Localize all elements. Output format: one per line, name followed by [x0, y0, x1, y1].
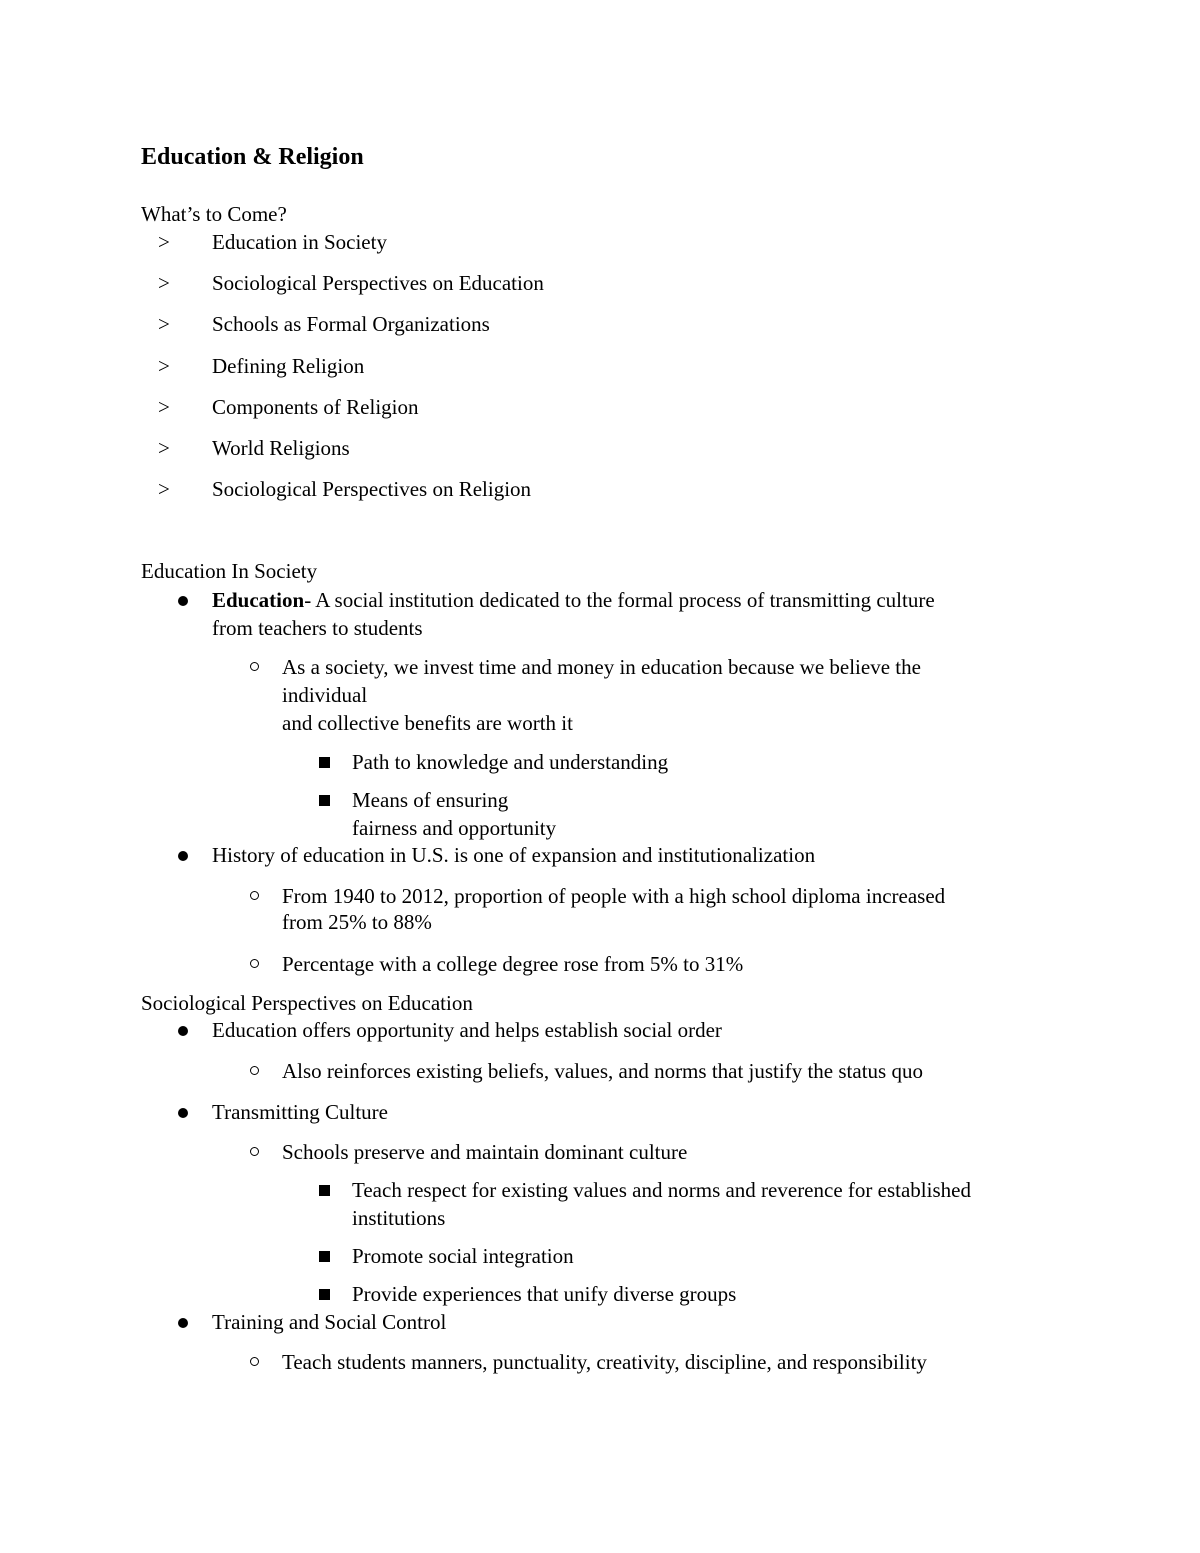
section-heading: Education In Society — [141, 559, 318, 583]
bullet-square-icon — [319, 795, 330, 806]
list-item: Teach students manners, punctuality, creativity, discipline, and responsibility — [282, 1350, 927, 1374]
intro-item: Sociological Perspectives on Education — [212, 271, 544, 295]
bullet-dot-icon — [178, 1318, 188, 1328]
list-item — [212, 587, 935, 613]
arrow-icon: > — [158, 230, 170, 254]
bullet-dot-icon — [178, 596, 188, 606]
intro-item: Defining Religion — [212, 354, 365, 378]
bullet-circle-icon — [250, 1147, 259, 1156]
bullet-square-icon — [319, 1185, 330, 1196]
intro-item: Education in Society — [212, 230, 387, 254]
bullet-dot-icon — [178, 851, 188, 861]
arrow-icon: > — [158, 354, 170, 378]
bullet-dot-icon — [178, 1108, 188, 1118]
bullet-square-icon — [319, 1289, 330, 1300]
list-item: Promote social integration — [352, 1244, 574, 1268]
bullet-square-icon — [319, 757, 330, 768]
arrow-icon: > — [158, 395, 170, 419]
section-heading: Sociological Perspectives on Education — [141, 991, 473, 1015]
list-item: Education offers opportunity and helps establish social order — [212, 1018, 722, 1042]
intro-item: Sociological Perspectives on Religion — [212, 477, 532, 501]
intro-heading: What’s to Come? — [141, 202, 287, 226]
list-item: As a society, we invest time and money in education because we believe the — [282, 655, 921, 679]
term-education: Education — [212, 588, 305, 612]
list-item: Transmitting Culture — [212, 1100, 388, 1124]
intro-item: Schools as Formal Organizations — [212, 312, 490, 336]
list-item: Percentage with a college degree rose from 5% to 31% — [282, 952, 744, 976]
bullet-circle-icon — [250, 891, 259, 900]
list-item-continuation: from teachers to students — [212, 616, 423, 640]
list-item: Means of ensuring — [352, 788, 509, 812]
list-item: Path to knowledge and understanding — [352, 750, 669, 774]
definition-text: - A social institution dedicated to the formal process of transmitting culture — [304, 588, 935, 612]
bullet-circle-icon — [250, 662, 259, 671]
document-title: Education & Religion — [141, 144, 364, 170]
list-item: Training and Social Control — [212, 1310, 447, 1334]
bullet-dot-icon — [178, 1026, 188, 1036]
list-item-continuation: institutions — [352, 1206, 446, 1230]
list-item: Also reinforces existing beliefs, values, and norms that justify the status quo — [282, 1059, 923, 1083]
list-item: Provide experiences that unify diverse groups — [352, 1282, 737, 1306]
arrow-icon: > — [158, 312, 170, 336]
list-item-continuation: individual — [282, 683, 368, 707]
arrow-icon: > — [158, 477, 170, 501]
list-item-continuation: from 25% to 88% — [282, 910, 432, 934]
list-item-continuation: and collective benefits are worth it — [282, 711, 573, 735]
bullet-circle-icon — [250, 1066, 259, 1075]
list-item: From 1940 to 2012, proportion of people with a high school diploma increased — [282, 884, 946, 908]
bullet-square-icon — [319, 1251, 330, 1262]
arrow-icon: > — [158, 271, 170, 295]
intro-item: World Religions — [212, 436, 350, 460]
list-item: Schools preserve and maintain dominant culture — [282, 1140, 688, 1164]
list-item: History of education in U.S. is one of expansion and institutionalization — [212, 843, 816, 867]
list-item: Teach respect for existing values and norms and reverence for established — [352, 1178, 971, 1202]
bullet-circle-icon — [250, 1357, 259, 1366]
intro-item: Components of Religion — [212, 395, 419, 419]
list-item-continuation: fairness and opportunity — [352, 816, 557, 840]
bullet-circle-icon — [250, 959, 259, 968]
arrow-icon: > — [158, 436, 170, 460]
